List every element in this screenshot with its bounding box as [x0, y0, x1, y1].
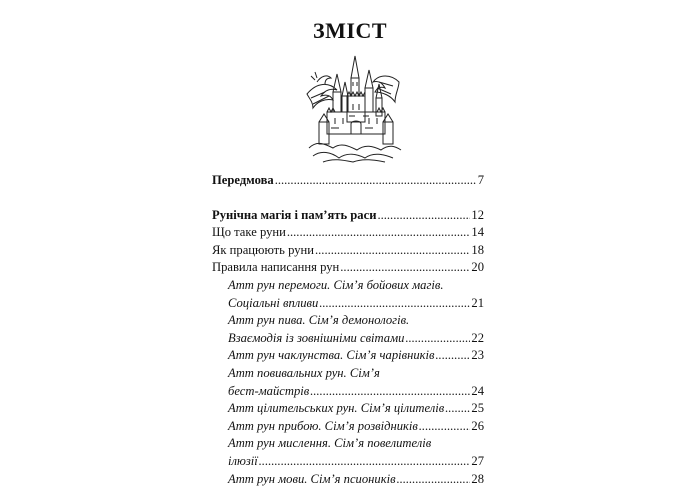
toc-entry [212, 207, 484, 225]
toc-entry-page: 26 [471, 418, 484, 433]
toc-entry-title: Правила написання рун [212, 260, 340, 275]
toc-entry-title: Рунічна магія і пам’ять раси [212, 207, 377, 222]
toc-leader-dots [340, 259, 470, 277]
toc-entry-title: Атт рун чаклунства. Сім’я чарівників [228, 348, 435, 363]
toc-leader-dots [319, 295, 470, 313]
toc-entry-title-line1: Атт рун мислення. Сім’я повелителів [228, 436, 432, 451]
toc-entry-page: 23 [471, 348, 484, 363]
toc-entry-title: Атт рун мови. Сім’я псиоників [228, 471, 396, 486]
toc-leader-dots [377, 207, 470, 225]
toc-entry [212, 295, 484, 313]
toc-entry [212, 453, 484, 471]
toc-leader-dots [287, 224, 471, 242]
toc-leader-dots [445, 400, 470, 418]
toc-entry [212, 259, 484, 277]
toc-entry-title-line1: Атт повивальних рун. Сім’я [228, 365, 380, 380]
toc-entry-page: 20 [471, 260, 484, 275]
page-title: ЗМІСТ [313, 18, 387, 43]
toc-leader-dots [436, 347, 471, 365]
toc-entry [212, 330, 484, 348]
toc-entry-title-line1: Атт рун пива. Сім’я демонологів. [228, 313, 410, 328]
toc-entry-page: 25 [471, 401, 484, 416]
toc-entry-page: 28 [471, 471, 484, 486]
toc-entry-title: Передмова [212, 173, 274, 187]
toc-entry [212, 224, 484, 242]
toc-entry-page: 24 [471, 383, 484, 398]
toc-entry-title: бест-майстрів [228, 383, 310, 398]
toc-entry [212, 242, 484, 260]
toc-entry [212, 172, 484, 190]
toc-entry-title: ілюзії [228, 453, 258, 468]
toc-entry-title: Атт рун прибою. Сім’я розвідників [228, 418, 418, 433]
toc-leader-dots [419, 418, 471, 436]
toc-entry [212, 418, 484, 436]
toc-leader-dots [275, 172, 477, 190]
toc-entry-page: 21 [471, 295, 484, 310]
toc-entry-page: 27 [471, 453, 484, 468]
toc-leader-dots [310, 383, 470, 401]
toc-leader-dots [315, 242, 470, 260]
toc-entry-title-line1: Атт рун перемоги. Сім’я бойових магів. [228, 277, 444, 292]
toc-entry-title: Взаємодія із зовнішніми світами [228, 330, 405, 345]
toc-entry [212, 400, 484, 418]
toc-entry-page: 18 [471, 242, 484, 257]
toc-entry-title: Соціальні впливи [228, 295, 319, 310]
toc-entry [212, 471, 484, 489]
toc-leader-dots [397, 471, 471, 489]
toc-leader-dots [259, 453, 471, 471]
toc-entry-page: 7 [477, 173, 484, 187]
table-of-contents [212, 172, 484, 488]
toc-entry-page: 12 [471, 207, 484, 222]
toc-entry-page: 22 [471, 330, 484, 345]
toc-entry-title: Що таке руни [212, 225, 286, 240]
toc-entry-page: 14 [471, 225, 484, 240]
toc-entry [212, 383, 484, 401]
toc-leader-dots [405, 330, 470, 348]
toc-entry-title: Як працюють руни [212, 242, 314, 257]
toc-entry-title: Атт цілительських рун. Сім’я цілителів [228, 401, 445, 416]
castle-illustration [303, 52, 403, 164]
toc-entry [212, 347, 484, 365]
